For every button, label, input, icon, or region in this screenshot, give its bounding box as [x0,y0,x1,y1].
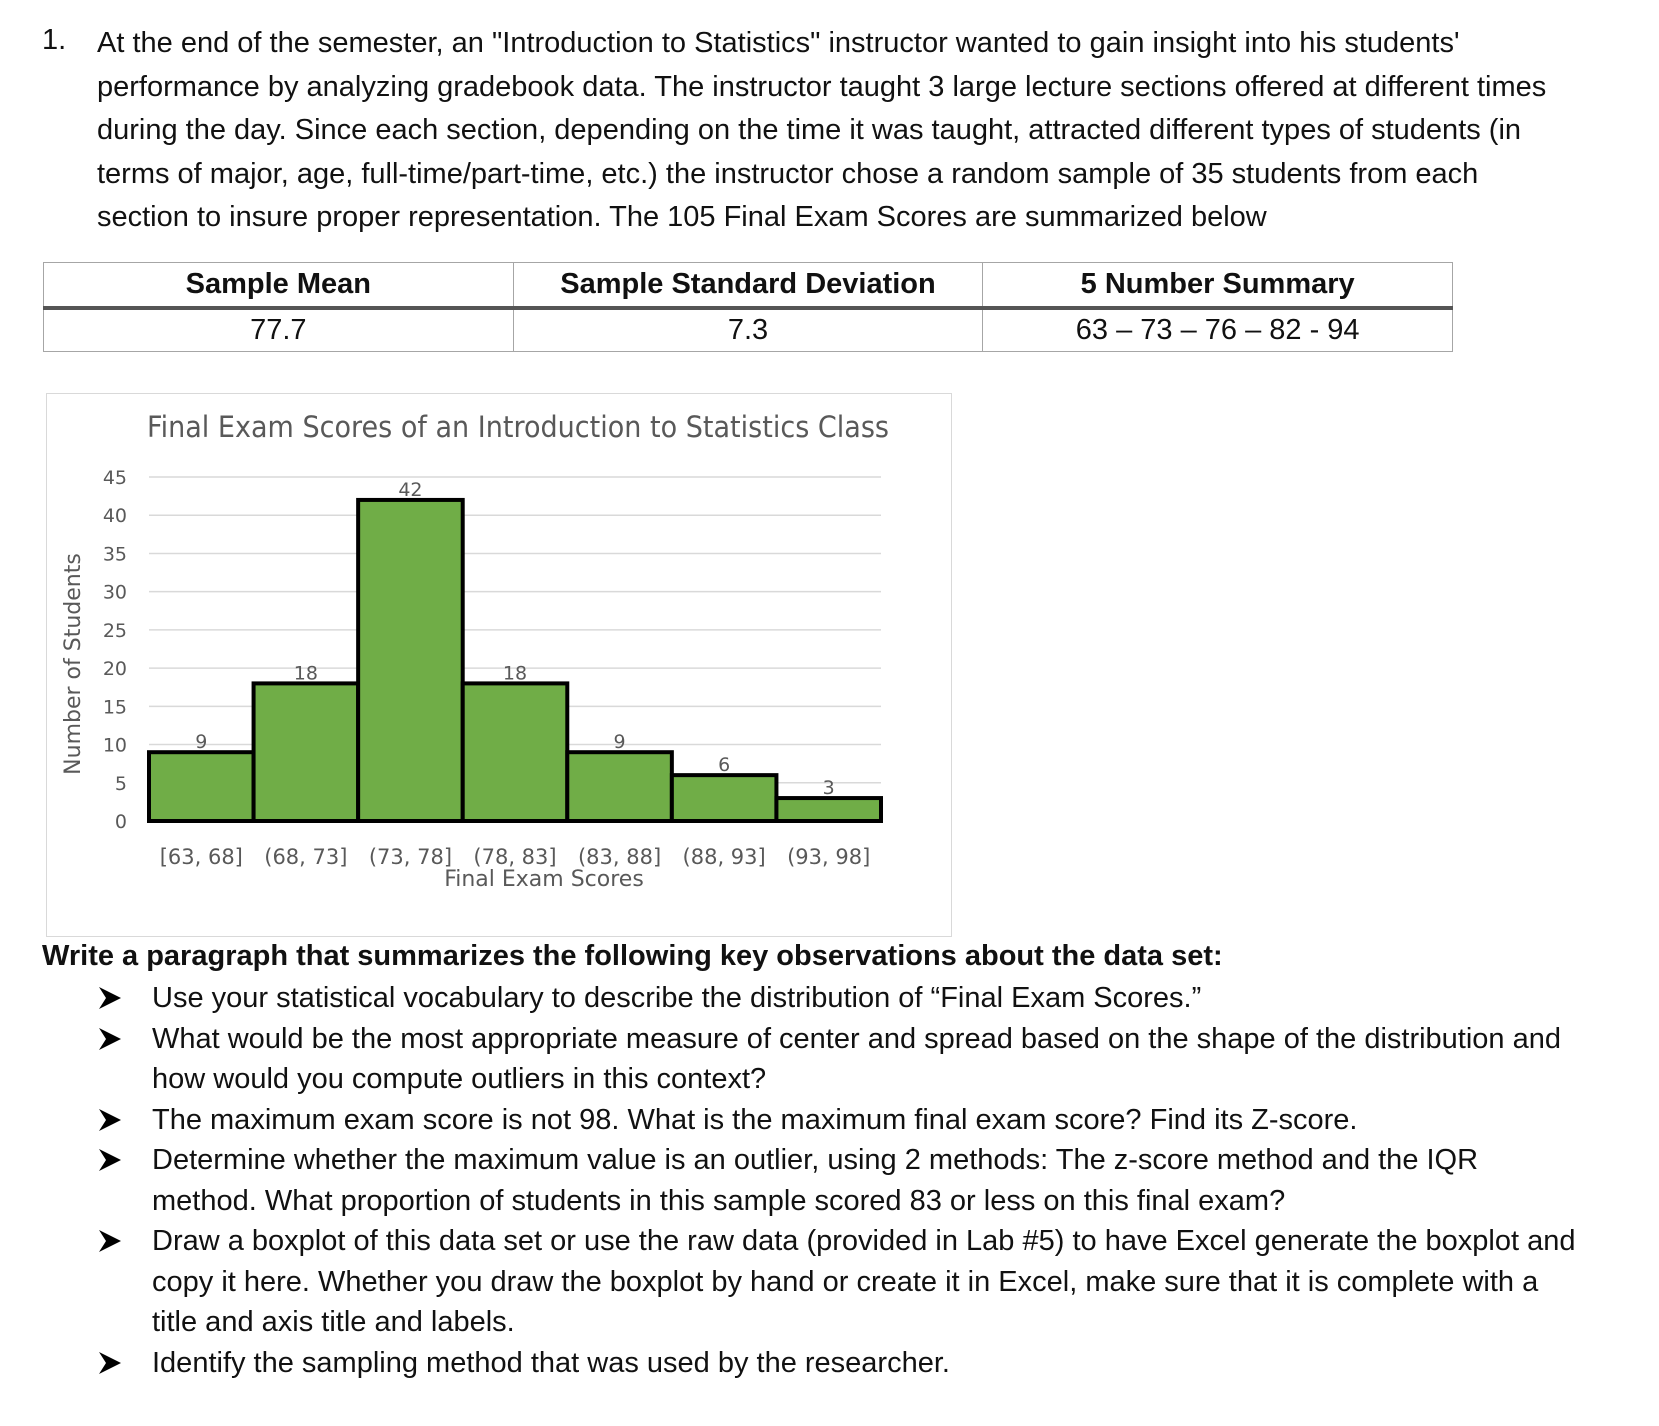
question-text [97,22,1657,240]
arrow-bullet-icon [97,1229,123,1253]
task-line: Identify the sampling method that was used by the researcher. [152,1346,950,1379]
x-axis-ticks [160,845,871,869]
y-tick-label: 30 [102,581,127,604]
histogram-bar [254,683,359,821]
header-sample-mean: Sample Mean [44,263,514,309]
x-tick-label: (93, 98] [787,845,871,869]
task-line: Determine whether the maximum value is an outlier, using 2 methods: The z-score method and the IQR [152,1144,1479,1176]
task-line: how would you compute outliers in this context? [152,1063,767,1095]
bar-data-label: 18 [293,662,318,685]
question-number: 1. [42,24,67,56]
arrow-bullet-icon [97,1027,123,1051]
task-line: title and axis title and labels. [152,1306,515,1338]
histogram-bar [463,683,568,821]
x-tick-label: (78, 83] [473,845,557,869]
bar-data-label: 42 [398,478,423,501]
question-line: section to insure proper representation. The 105 Final Exam Scores are summarized below [97,201,1267,233]
x-axis-title: Final Exam Scores [444,867,644,892]
value-five-number-summary: 63 – 73 – 76 – 82 - 94 [983,308,1453,352]
x-tick-label: (88, 93] [682,845,766,869]
arrow-bullet-icon [97,986,123,1010]
y-tick-label: 0 [114,811,127,833]
histogram-bar [149,752,254,821]
task-line: The maximum exam score is not 98. What is the maximum final exam score? Find its Z-score. [152,1103,1358,1136]
task-item [0,978,1659,1019]
x-tick-label: (68, 73] [264,845,348,869]
summary-header-row [44,263,1453,309]
arrow-bullet-icon [97,1108,123,1132]
y-tick-label: 5 [114,772,127,795]
bar-data-label: 9 [613,731,626,754]
tasks-heading: Write a paragraph that summarizes the following key observations about the data set: [42,940,1223,972]
bar-data-label: 6 [718,754,731,777]
chart-title: Final Exam Scores of an Introduction to Statistics Class [147,410,889,444]
arrow-bullet-icon [97,1351,123,1375]
bar-data-label: 18 [502,662,528,685]
y-axis-ticks [103,467,127,833]
task-line: Draw a boxplot of this data set or use the raw data (provided in Lab #5) to have Excel generate the boxplot and [152,1225,1576,1257]
bar-data-label: 3 [822,777,835,800]
value-sample-sd: 7.3 [513,308,983,352]
task-item [0,1100,1659,1141]
question-line: during the day. Since each section, depending on the time it was taught, attracted different types of students (in [97,114,1522,146]
y-tick-label: 20 [102,658,127,681]
histogram-bar [358,500,463,821]
histogram-bar [567,752,672,821]
question-line: performance by analyzing gradebook data. The instructor taught 3 large lecture sections offered at different times [97,70,1547,103]
task-line: copy it here. Whether you draw the boxplot by hand or create it in Excel, make sure that it is complete with a [152,1265,1539,1298]
task-line: What would be the most appropriate measure of center and spread based on the shape of the distribution and [152,1022,1562,1055]
task-line: method. What proportion of students in this sample scored 83 or less on this final exam? [152,1184,1286,1217]
bars [149,500,881,821]
question-line: terms of major, age, full-time/part-time, etc.) the instructor chose a random sample of 35 students from each [97,157,1479,190]
value-sample-mean: 77.7 [44,308,514,352]
question-line: At the end of the semester, an "Introduction to Statistics" instructor wanted to gain insight into his students' [97,27,1460,59]
summary-value-row [44,308,1453,352]
x-tick-label: [63, 68] [159,845,243,869]
x-tick-label: (83, 88] [577,845,662,869]
y-tick-label: 45 [102,467,127,489]
header-five-number-summary: 5 Number Summary [983,263,1453,309]
y-tick-label: 15 [102,696,127,719]
y-tick-label: 10 [102,734,127,757]
summary-table [43,262,1453,352]
y-tick-label: 35 [102,543,127,566]
histogram-bar [776,798,881,821]
y-tick-label: 25 [102,619,127,642]
histogram-svg [47,394,951,936]
bar-data-label: 9 [195,731,208,754]
y-axis-title: Number of Students [61,553,86,775]
task-item [0,1343,1659,1384]
header-sample-sd: Sample Standard Deviation [513,263,983,309]
task-list [0,978,1659,1383]
task-line: Use your statistical vocabulary to describe the distribution of “Final Exam Scores.” [152,982,1202,1014]
task-item [0,1221,1659,1343]
x-tick-label: (73, 78] [368,845,453,869]
y-tick-label: 40 [102,505,127,528]
task-item [0,1140,1659,1221]
task-item [0,1019,1659,1100]
histogram-bar [672,775,777,821]
histogram-chart [46,393,952,937]
arrow-bullet-icon [97,1148,123,1172]
